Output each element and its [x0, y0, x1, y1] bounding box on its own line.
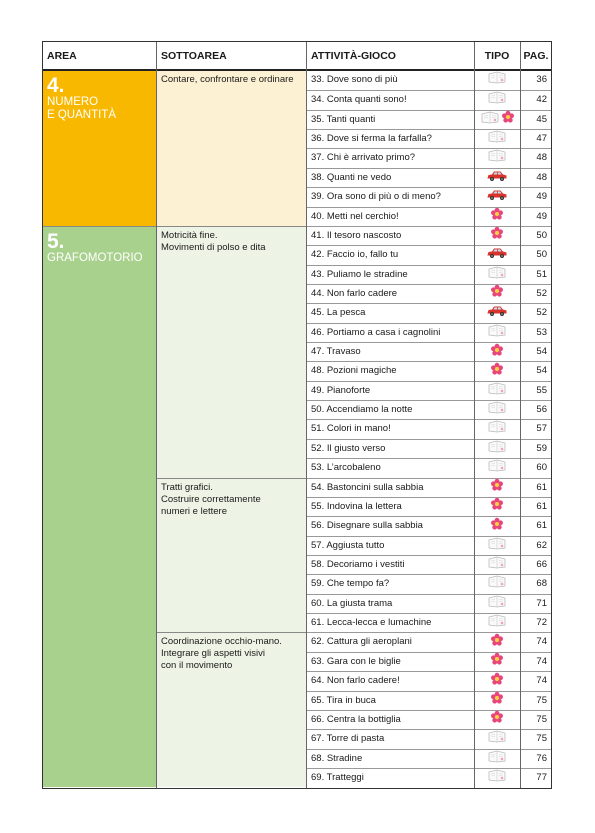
- activity-label: 42. Faccio io, fallo tu: [311, 249, 399, 261]
- book-icon: [487, 575, 507, 593]
- flower-icon: [490, 343, 504, 362]
- page-number: 50: [536, 229, 547, 241]
- page-number: 71: [536, 597, 547, 609]
- activity-label: 35. Tanti quanti: [311, 113, 376, 125]
- table-row: [306, 749, 552, 768]
- activity-label: 37. Chi è arrivato primo?: [311, 152, 416, 164]
- type-cell: [474, 498, 520, 516]
- activity-label: 50. Accendiamo la notte: [311, 404, 413, 416]
- subarea-cell: Contare, confrontare e ordinare: [156, 71, 306, 226]
- page-number: 36: [536, 74, 547, 85]
- flower-icon: [490, 633, 504, 652]
- activity-label: 33. Dove sono di più: [311, 74, 398, 85]
- activity-label: 65. Tira in buca: [311, 694, 376, 706]
- type-cell: [474, 556, 520, 574]
- flower-icon: [490, 672, 504, 691]
- activity-label: 46. Portiamo a casa i cagnolini: [311, 326, 441, 338]
- page-number: 51: [536, 268, 547, 280]
- page-number: 68: [536, 578, 547, 590]
- type-cell: [474, 672, 520, 690]
- table-row: [306, 516, 552, 535]
- type-cell: [474, 149, 520, 167]
- index-table: [42, 41, 552, 789]
- page-number: 75: [536, 694, 547, 706]
- type-cell: [474, 479, 520, 497]
- table-row: [306, 361, 552, 380]
- activity-label: 49. Pianoforte: [311, 384, 371, 396]
- subarea-cell: Motricità fine. Movimenti di polso e dita: [156, 226, 306, 478]
- area-number: 4.: [47, 74, 65, 97]
- flower-icon: [501, 110, 515, 129]
- activity-label: 69. Tratteggi: [311, 771, 364, 783]
- page-number: 49: [536, 210, 547, 222]
- type-cell: [474, 188, 520, 206]
- type-cell: [474, 111, 520, 129]
- type-cell: [474, 324, 520, 342]
- type-cell: [474, 653, 520, 671]
- table-row: [306, 187, 552, 206]
- table-row: [306, 284, 552, 303]
- table-row: [306, 652, 552, 671]
- book-icon: [487, 266, 507, 284]
- table-row: [306, 381, 552, 400]
- activity-label: 55. Indovina la lettera: [311, 500, 402, 512]
- page-number: 75: [536, 733, 547, 745]
- type-cell: [474, 304, 520, 322]
- page-number: 54: [536, 346, 547, 358]
- book-icon: [487, 440, 507, 458]
- book-icon: [480, 111, 500, 129]
- area-number: 5.: [47, 229, 65, 253]
- table-row: [306, 226, 552, 245]
- activity-label: 52. Il giusto verso: [311, 442, 386, 454]
- car-icon: [486, 188, 508, 206]
- table-row: [306, 323, 552, 342]
- book-icon: [487, 614, 507, 632]
- activity-label: 40. Metti nel cerchio!: [311, 210, 399, 222]
- book-icon: [487, 149, 507, 167]
- book-icon: [487, 420, 507, 438]
- header-type: TIPO: [474, 41, 520, 71]
- page-number: 74: [536, 675, 547, 687]
- area-title: GRAFOMOTORIO: [47, 251, 143, 264]
- page-number: 72: [536, 617, 547, 629]
- flower-icon: [490, 517, 504, 536]
- activity-label: 36. Dove si ferma la farfalla?: [311, 133, 432, 145]
- type-cell: [474, 169, 520, 187]
- page-number: 48: [536, 152, 547, 164]
- table-row: [306, 419, 552, 438]
- type-cell: [474, 71, 520, 89]
- subarea-cell: Coordinazione occhio-mano. Integrare gli aspetti visivi con il movimento: [156, 632, 306, 787]
- table-row: [306, 478, 552, 497]
- page-number: 77: [536, 771, 547, 783]
- page-number: 74: [536, 636, 547, 648]
- flower-icon: [490, 478, 504, 497]
- activity-label: 54. Bastoncini sulla sabbia: [311, 481, 424, 493]
- type-cell: [474, 730, 520, 748]
- page-number: 50: [536, 249, 547, 261]
- book-icon: [487, 556, 507, 574]
- activity-label: 48. Pozioni magiche: [311, 365, 397, 377]
- book-icon: [487, 401, 507, 419]
- area-block: [42, 226, 156, 787]
- activity-label: 34. Conta quanti sono!: [311, 94, 407, 106]
- page-number: 56: [536, 404, 547, 416]
- page-number: 62: [536, 539, 547, 551]
- page-number: 74: [536, 655, 547, 667]
- type-cell: [474, 633, 520, 651]
- book-icon: [487, 382, 507, 400]
- column-divider: [474, 41, 475, 789]
- table-row: [306, 439, 552, 458]
- flower-icon: [490, 497, 504, 516]
- subarea-cell: Tratti grafici. Costruire correttamente numeri e lettere: [156, 478, 306, 633]
- page-number: 59: [536, 442, 547, 454]
- activity-label: 67. Torre di pasta: [311, 733, 385, 745]
- page-number: 60: [536, 462, 547, 474]
- page-number: 75: [536, 713, 547, 725]
- page-number: 49: [536, 191, 547, 203]
- table-row: [306, 632, 552, 651]
- type-cell: [474, 595, 520, 613]
- table-row: [306, 71, 552, 90]
- area-block: [42, 71, 156, 226]
- header-area: AREA: [42, 41, 156, 71]
- activity-label: 39. Ora sono di più o di meno?: [311, 191, 441, 203]
- activity-label: 41. Il tesoro nascosto: [311, 229, 402, 241]
- page-number: 55: [536, 384, 547, 396]
- book-icon: [487, 91, 507, 109]
- type-cell: [474, 769, 520, 787]
- type-cell: [474, 246, 520, 264]
- type-cell: [474, 227, 520, 245]
- activity-label: 63. Gara con le biglie: [311, 655, 401, 667]
- activity-label: 53. L’arcobaleno: [311, 462, 381, 474]
- header-page: PAG.: [520, 41, 552, 71]
- page-number: 53: [536, 326, 547, 338]
- flower-icon: [490, 362, 504, 381]
- page-number: 76: [536, 752, 547, 764]
- table-row: [306, 710, 552, 729]
- table-row: [306, 129, 552, 148]
- page-number: 45: [536, 113, 547, 125]
- page-number: 57: [536, 423, 547, 435]
- type-cell: [474, 575, 520, 593]
- table-row: [306, 110, 552, 129]
- page-number: 61: [536, 520, 547, 532]
- page-number: 61: [536, 500, 547, 512]
- table-row: [306, 303, 552, 322]
- activity-label: 58. Decoriamo i vestiti: [311, 559, 405, 570]
- table-row: [306, 400, 552, 419]
- type-cell: [474, 420, 520, 438]
- table-row: [306, 497, 552, 516]
- activity-label: 60. La giusta trama: [311, 597, 393, 609]
- type-cell: [474, 343, 520, 361]
- type-cell: [474, 401, 520, 419]
- activity-label: 51. Colori in mano!: [311, 423, 391, 435]
- page-number: 47: [536, 133, 547, 145]
- table-row: [306, 536, 552, 555]
- table-row: [306, 671, 552, 690]
- type-cell: [474, 711, 520, 729]
- activity-label: 43. Puliamo le stradine: [311, 268, 408, 280]
- flower-icon: [490, 207, 504, 226]
- type-cell: [474, 285, 520, 303]
- table-row: [306, 691, 552, 710]
- book-icon: [487, 595, 507, 613]
- table-row: [306, 574, 552, 593]
- table-row: [306, 555, 552, 574]
- type-cell: [474, 614, 520, 632]
- type-cell: [474, 91, 520, 109]
- activity-label: 64. Non farlo cadere!: [311, 675, 400, 687]
- flower-icon: [490, 691, 504, 710]
- book-icon: [487, 750, 507, 768]
- flower-icon: [490, 710, 504, 729]
- flower-icon: [490, 652, 504, 671]
- type-cell: [474, 692, 520, 710]
- page-number: 61: [536, 481, 547, 493]
- book-icon: [487, 324, 507, 342]
- type-cell: [474, 130, 520, 148]
- table-row: [306, 768, 552, 787]
- page-number: 66: [536, 559, 547, 570]
- page-number: 48: [536, 171, 547, 183]
- column-divider: [156, 41, 157, 789]
- activity-label: 59. Che tempo fa?: [311, 578, 390, 590]
- activity-label: 45. La pesca: [311, 307, 366, 319]
- column-divider: [520, 41, 521, 789]
- book-icon: [487, 459, 507, 477]
- activity-label: 68. Stradine: [311, 752, 363, 764]
- table-row: [306, 342, 552, 361]
- area-title: NUMERO E QUANTITÀ: [47, 96, 117, 121]
- type-cell: [474, 266, 520, 284]
- type-cell: [474, 750, 520, 768]
- header-activity: ATTIVITÀ-GIOCO: [306, 41, 474, 71]
- activity-label: 61. Lecca-lecca e lumachine: [311, 617, 432, 629]
- table-row: [306, 613, 552, 632]
- type-cell: [474, 440, 520, 458]
- activity-label: 66. Centra la bottiglia: [311, 713, 401, 725]
- table-row: [306, 168, 552, 187]
- activity-label: 47. Travaso: [311, 346, 361, 358]
- car-icon: [486, 169, 508, 187]
- activity-label: 56. Disegnare sulla sabbia: [311, 520, 423, 532]
- page-number: 52: [536, 287, 547, 299]
- activity-label: 44. Non farlo cadere: [311, 287, 398, 299]
- type-cell: [474, 362, 520, 380]
- book-icon: [487, 769, 507, 787]
- table-row: [306, 148, 552, 167]
- table-row: [306, 207, 552, 226]
- header-subarea: SOTTOAREA: [156, 41, 306, 71]
- type-cell: [474, 517, 520, 535]
- type-cell: [474, 537, 520, 555]
- book-icon: [487, 537, 507, 555]
- table-row: [306, 245, 552, 264]
- page-number: 42: [536, 94, 547, 106]
- table-row: [306, 90, 552, 109]
- type-cell: [474, 459, 520, 477]
- table-row: [306, 594, 552, 613]
- page-number: 54: [536, 365, 547, 377]
- type-cell: [474, 382, 520, 400]
- book-icon: [487, 130, 507, 148]
- page-number: 52: [536, 307, 547, 319]
- table-row: [306, 729, 552, 748]
- type-cell: [474, 208, 520, 226]
- table-row: [306, 265, 552, 284]
- flower-icon: [490, 284, 504, 303]
- car-icon: [486, 304, 508, 322]
- book-icon: [487, 730, 507, 748]
- activity-label: 57. Aggiusta tutto: [311, 539, 385, 551]
- book-icon: [487, 71, 507, 89]
- activity-label: 38. Quanti ne vedo: [311, 171, 392, 183]
- table-row: [306, 458, 552, 477]
- car-icon: [486, 246, 508, 264]
- activity-label: 62. Cattura gli aeroplani: [311, 636, 412, 648]
- flower-icon: [490, 226, 504, 245]
- column-divider: [306, 41, 307, 789]
